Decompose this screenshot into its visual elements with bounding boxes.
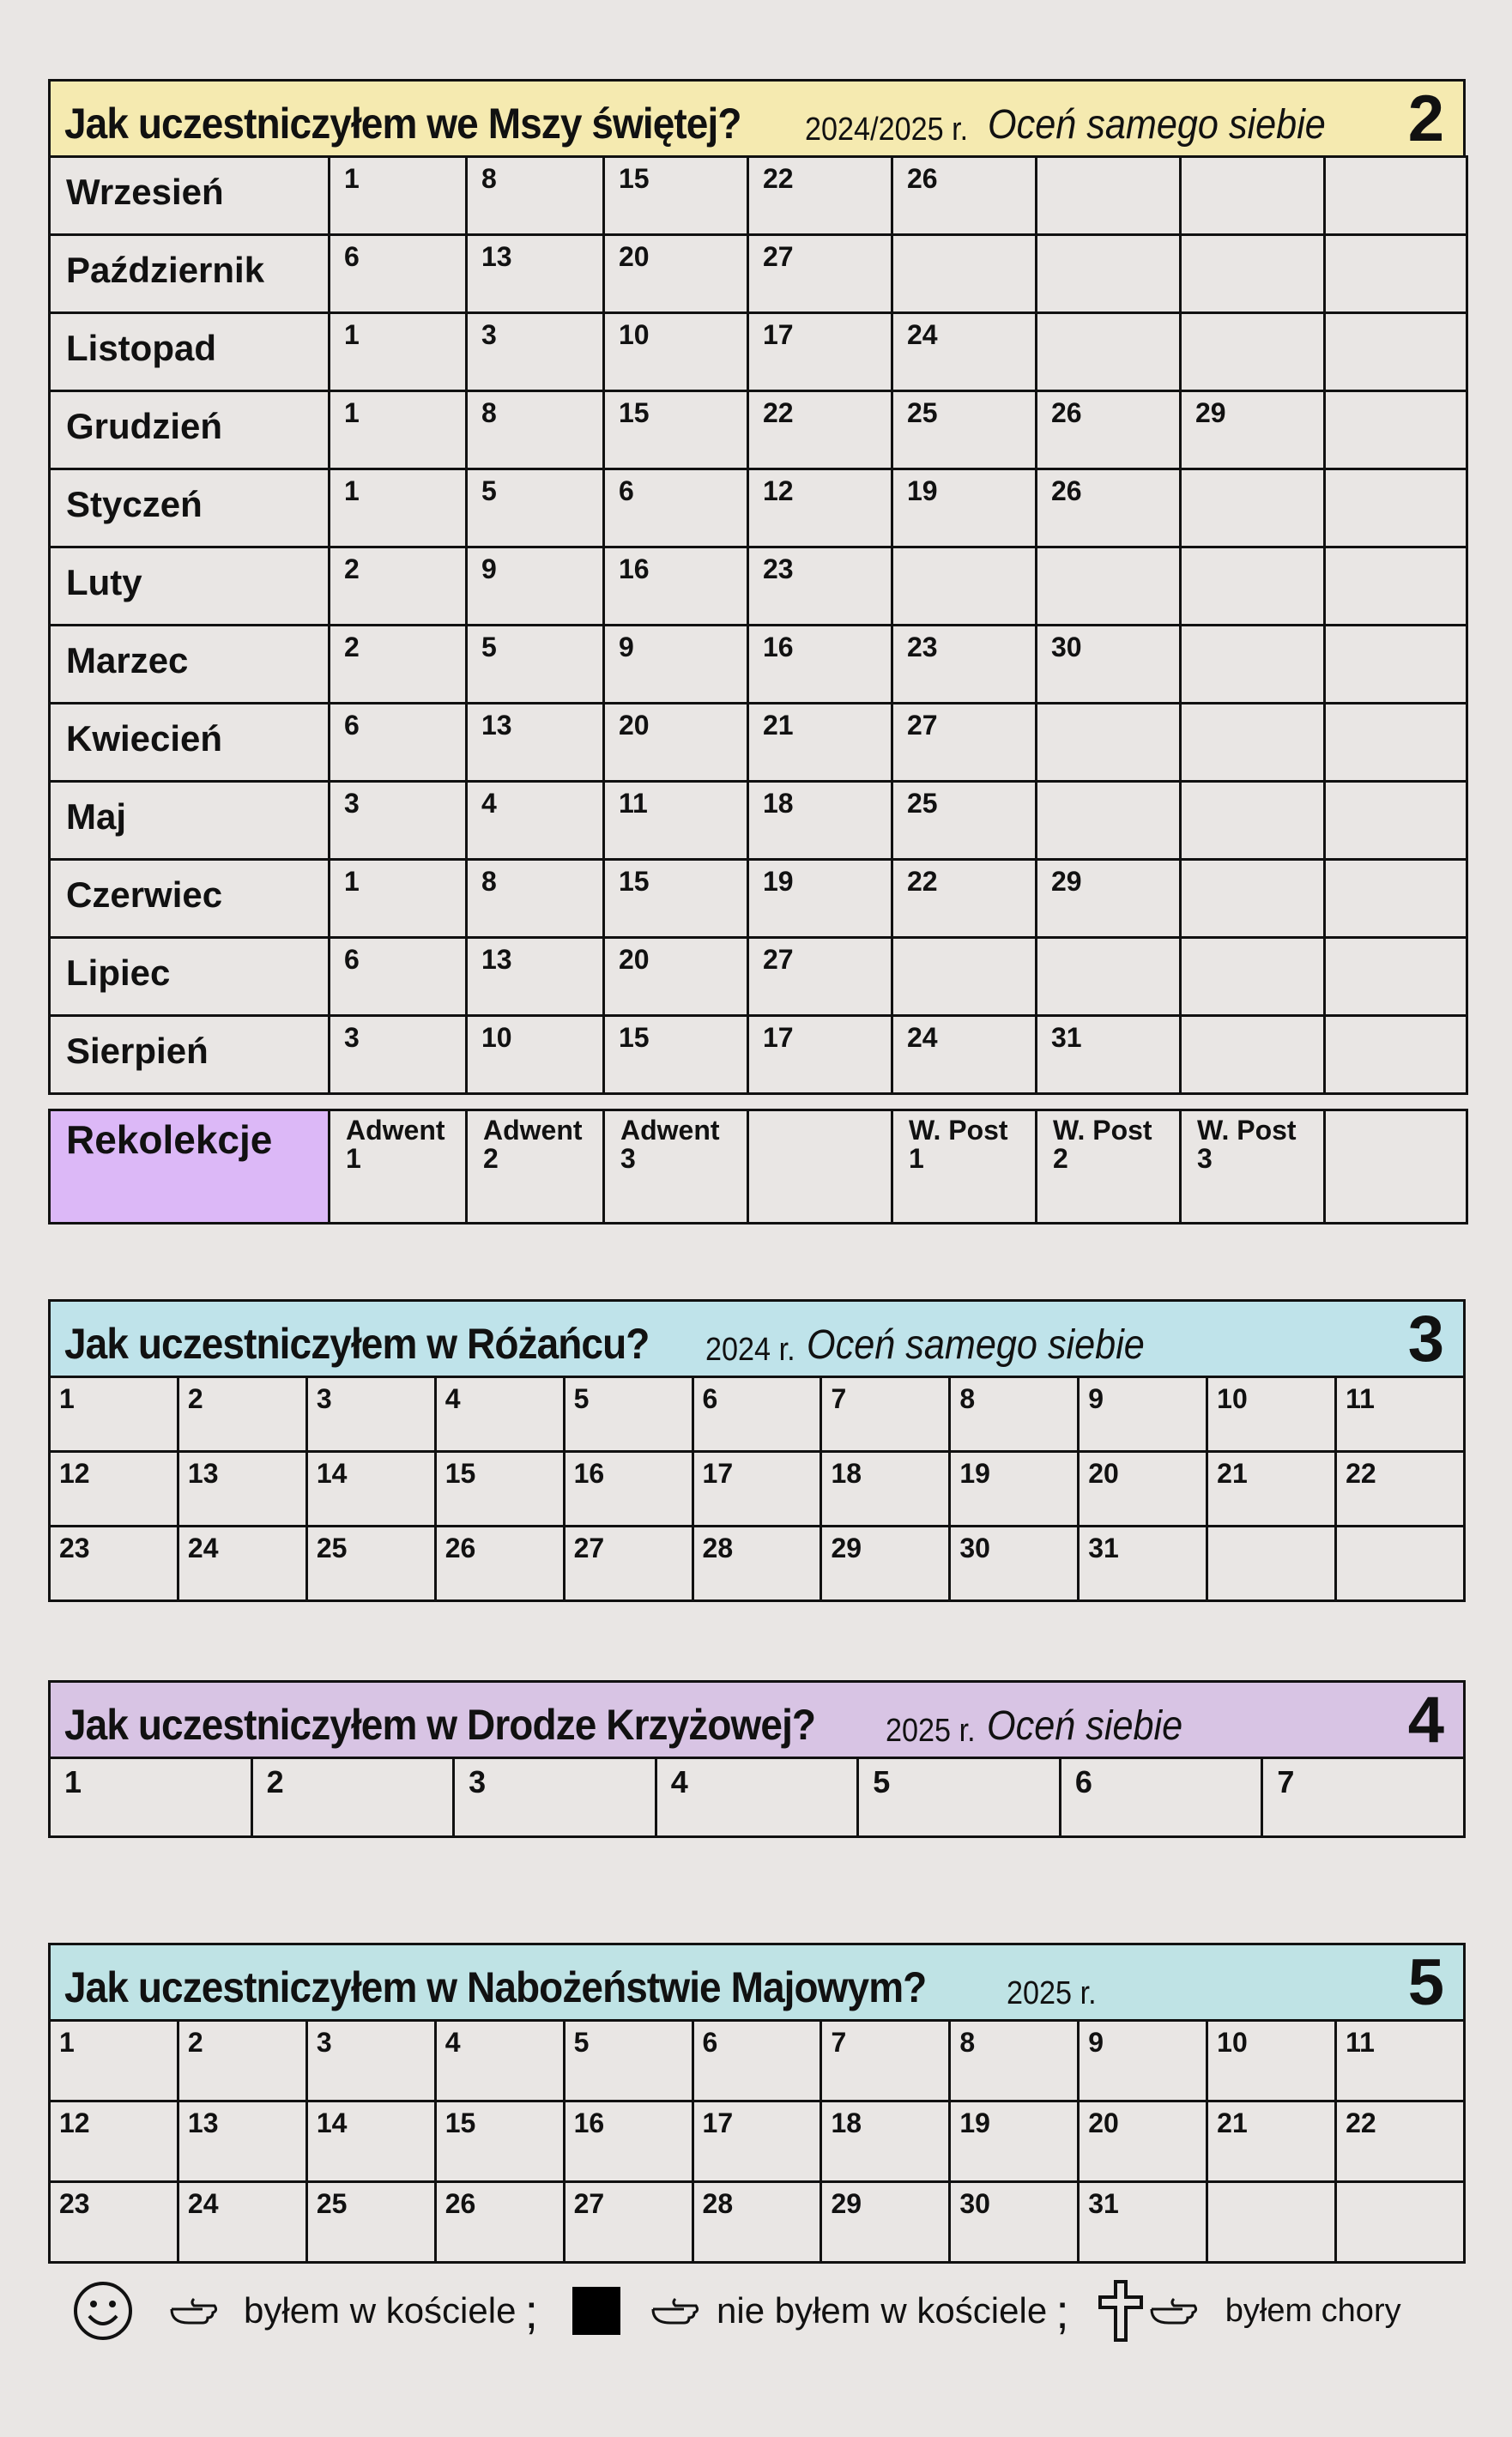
- day-cell[interactable]: 9: [1079, 2021, 1207, 2101]
- day-cell[interactable]: 11: [604, 782, 748, 860]
- mass-row: [50, 626, 1467, 704]
- day-cell[interactable]: 4: [467, 782, 604, 860]
- day-cell[interactable]: 5: [467, 626, 604, 704]
- day-cell[interactable]: [1037, 157, 1181, 235]
- mass-row: [50, 860, 1467, 938]
- legend-sep-1: ;: [524, 2283, 539, 2338]
- retreat-cell[interactable]: [1181, 1110, 1325, 1224]
- day-cell[interactable]: 13: [178, 2101, 306, 2182]
- day-cell[interactable]: [1325, 860, 1467, 938]
- retreat-cell[interactable]: [748, 1110, 892, 1224]
- may-row: [50, 2101, 1465, 2182]
- day-cell[interactable]: 10: [604, 313, 748, 391]
- day-cell[interactable]: 5: [564, 1377, 692, 1452]
- day-cell[interactable]: [1037, 235, 1181, 313]
- day-cell[interactable]: 17: [748, 1016, 892, 1094]
- day-cell[interactable]: 29: [1037, 860, 1181, 938]
- day-cell[interactable]: 30: [1037, 626, 1181, 704]
- day-cell[interactable]: 15: [604, 391, 748, 469]
- day-cell[interactable]: 1: [330, 313, 467, 391]
- month-name: Marzec: [50, 626, 330, 704]
- day-cell[interactable]: 27: [564, 2182, 692, 2263]
- stations-header: [48, 1680, 1466, 1759]
- day-cell[interactable]: 26: [435, 2182, 564, 2263]
- retreat-cell-label: Adwent: [483, 1115, 583, 1146]
- day-cell[interactable]: 31: [1079, 1527, 1207, 1601]
- may-year: 2025 r.: [1006, 1975, 1097, 2011]
- legend-sick: byłem chory: [1225, 2292, 1401, 2329]
- may-row: [50, 2182, 1465, 2263]
- day-cell[interactable]: 19: [892, 469, 1037, 547]
- rosary-subtitle: Oceń samego siebie: [806, 1322, 1145, 1368]
- retreat-cell-number: 3: [620, 1143, 636, 1174]
- day-cell[interactable]: 13: [467, 704, 604, 782]
- retreat-cell-label: Adwent: [346, 1115, 445, 1146]
- day-cell[interactable]: 25: [306, 1527, 435, 1601]
- retreat-cell-number: 3: [1197, 1143, 1213, 1174]
- rosary-row: [50, 1527, 1465, 1601]
- day-cell[interactable]: 10: [1207, 1377, 1336, 1452]
- day-cell[interactable]: 26: [1037, 469, 1181, 547]
- day-cell[interactable]: 27: [748, 235, 892, 313]
- rosary-number: 3: [1407, 1303, 1444, 1376]
- day-cell[interactable]: [1325, 704, 1467, 782]
- day-cell[interactable]: 11: [1336, 2021, 1465, 2101]
- day-cell[interactable]: 26: [435, 1527, 564, 1601]
- retreat-table: [48, 1109, 1468, 1225]
- day-cell[interactable]: [1181, 626, 1325, 704]
- day-cell[interactable]: [1325, 938, 1467, 1016]
- day-cell[interactable]: [1325, 1016, 1467, 1094]
- day-cell[interactable]: 22: [1336, 1452, 1465, 1527]
- day-cell[interactable]: 6: [330, 704, 467, 782]
- day-cell[interactable]: 1: [50, 2021, 178, 2101]
- day-cell[interactable]: 13: [467, 235, 604, 313]
- day-cell[interactable]: 16: [564, 2101, 692, 2182]
- retreat-cell[interactable]: [330, 1110, 467, 1224]
- day-cell[interactable]: 16: [748, 626, 892, 704]
- may-table: [48, 2019, 1466, 2264]
- day-cell[interactable]: [1325, 547, 1467, 626]
- may-title: Jak uczestniczyłem w Nabożeństwie Majowym?: [64, 1963, 927, 2011]
- day-cell[interactable]: [1181, 704, 1325, 782]
- day-cell[interactable]: 18: [821, 2101, 950, 2182]
- day-cell[interactable]: [1181, 938, 1325, 1016]
- day-cell[interactable]: 30: [950, 1527, 1079, 1601]
- day-cell[interactable]: 15: [435, 1452, 564, 1527]
- legend-absent: nie byłem w kościele: [717, 2290, 1048, 2331]
- retreat-cell-label: W. Post: [1053, 1115, 1152, 1146]
- day-cell[interactable]: 17: [748, 313, 892, 391]
- day-cell[interactable]: 10: [1207, 2021, 1336, 2101]
- day-cell[interactable]: [892, 547, 1037, 626]
- day-cell[interactable]: 7: [821, 1377, 950, 1452]
- day-cell[interactable]: [1181, 469, 1325, 547]
- pointing-hand-icon: [650, 2294, 705, 2328]
- rosary-section: [48, 1299, 1466, 1602]
- day-cell[interactable]: 4: [435, 2021, 564, 2101]
- retreat-cell-number: 1: [346, 1143, 361, 1174]
- stations-number: 4: [1407, 1684, 1444, 1757]
- day-cell[interactable]: 4: [435, 1377, 564, 1452]
- day-cell[interactable]: 15: [604, 157, 748, 235]
- day-cell[interactable]: 31: [1079, 2182, 1207, 2263]
- day-cell[interactable]: 28: [692, 1527, 821, 1601]
- stations-title: Jak uczestniczyłem w Drodze Krzyżowej?: [64, 1701, 816, 1749]
- may-header: [48, 1943, 1466, 2022]
- month-name: Maj: [50, 782, 330, 860]
- day-cell[interactable]: 15: [435, 2101, 564, 2182]
- day-cell[interactable]: 14: [306, 2101, 435, 2182]
- station-cell[interactable]: 2: [251, 1758, 454, 1837]
- smiley-icon: [72, 2280, 134, 2342]
- day-cell[interactable]: 16: [604, 547, 748, 626]
- retreat-cell[interactable]: [1037, 1110, 1181, 1224]
- day-cell[interactable]: 6: [330, 235, 467, 313]
- day-cell[interactable]: 3: [330, 782, 467, 860]
- day-cell[interactable]: 17: [692, 1452, 821, 1527]
- mass-row: [50, 782, 1467, 860]
- day-cell[interactable]: 27: [564, 1527, 692, 1601]
- retreat-cell[interactable]: [467, 1110, 604, 1224]
- day-cell[interactable]: 12: [748, 469, 892, 547]
- mass-row: [50, 235, 1467, 313]
- month-name: Listopad: [50, 313, 330, 391]
- day-cell[interactable]: 29: [821, 2182, 950, 2263]
- day-cell[interactable]: 20: [1079, 2101, 1207, 2182]
- mass-header: [48, 79, 1466, 158]
- day-cell[interactable]: 23: [50, 1527, 178, 1601]
- mass-row: [50, 313, 1467, 391]
- day-cell[interactable]: 2: [178, 1377, 306, 1452]
- mass-year: 2024/2025 r.: [805, 112, 969, 148]
- day-cell[interactable]: [1325, 391, 1467, 469]
- day-cell[interactable]: [1181, 235, 1325, 313]
- day-cell[interactable]: 11: [1336, 1377, 1465, 1452]
- day-cell[interactable]: 21: [1207, 2101, 1336, 2182]
- day-cell[interactable]: 16: [564, 1452, 692, 1527]
- day-cell[interactable]: 3: [306, 1377, 435, 1452]
- day-cell[interactable]: 20: [1079, 1452, 1207, 1527]
- pointing-hand-icon: [1148, 2294, 1203, 2328]
- retreat-cell-number: 2: [483, 1143, 499, 1174]
- month-name: Czerwiec: [50, 860, 330, 938]
- stations-section: [48, 1680, 1466, 1838]
- day-cell[interactable]: 17: [692, 2101, 821, 2182]
- day-cell[interactable]: [1181, 313, 1325, 391]
- stations-year: 2025 r.: [886, 1713, 976, 1749]
- day-cell[interactable]: 12: [50, 1452, 178, 1527]
- day-cell[interactable]: [1037, 782, 1181, 860]
- month-name: Luty: [50, 547, 330, 626]
- day-cell[interactable]: 15: [604, 1016, 748, 1094]
- pointing-hand-icon: [168, 2294, 223, 2328]
- mass-row: [50, 547, 1467, 626]
- black-square-icon: [572, 2287, 620, 2335]
- month-name: Wrzesień: [50, 157, 330, 235]
- rosary-header: [48, 1299, 1466, 1378]
- day-cell[interactable]: 19: [950, 1452, 1079, 1527]
- month-name: Kwiecień: [50, 704, 330, 782]
- station-cell[interactable]: 5: [858, 1758, 1061, 1837]
- may-section: [48, 1943, 1466, 2264]
- may-number: 5: [1407, 1946, 1444, 2019]
- day-cell[interactable]: [1181, 860, 1325, 938]
- day-cell[interactable]: [1336, 1527, 1465, 1601]
- day-cell[interactable]: [1181, 782, 1325, 860]
- day-cell[interactable]: [1037, 704, 1181, 782]
- day-cell[interactable]: 23: [748, 547, 892, 626]
- day-cell[interactable]: 28: [692, 2182, 821, 2263]
- day-cell[interactable]: 8: [467, 391, 604, 469]
- mass-row: [50, 938, 1467, 1016]
- retreat-cell[interactable]: [1325, 1110, 1467, 1224]
- retreat-cell-label: Adwent: [620, 1115, 720, 1146]
- day-cell[interactable]: [1325, 157, 1467, 235]
- day-cell[interactable]: 21: [748, 704, 892, 782]
- day-cell[interactable]: 22: [748, 157, 892, 235]
- legend-attended: byłem w kościele: [244, 2290, 517, 2331]
- day-cell[interactable]: 18: [821, 1452, 950, 1527]
- day-cell[interactable]: 26: [892, 157, 1037, 235]
- day-cell[interactable]: 25: [306, 2182, 435, 2263]
- day-cell[interactable]: 1: [330, 469, 467, 547]
- month-name: Sierpień: [50, 1016, 330, 1094]
- stations-table: [48, 1757, 1466, 1838]
- day-cell[interactable]: 2: [330, 547, 467, 626]
- day-cell[interactable]: 5: [467, 469, 604, 547]
- rosary-year: 2024 r.: [705, 1332, 795, 1368]
- day-cell[interactable]: 20: [604, 704, 748, 782]
- day-cell[interactable]: 8: [950, 1377, 1079, 1452]
- day-cell[interactable]: 6: [692, 2021, 821, 2101]
- day-cell[interactable]: 1: [330, 157, 467, 235]
- day-cell[interactable]: 15: [604, 860, 748, 938]
- day-cell[interactable]: 1: [330, 860, 467, 938]
- mass-table: [48, 155, 1468, 1095]
- day-cell[interactable]: [1325, 626, 1467, 704]
- day-cell[interactable]: [1181, 157, 1325, 235]
- day-cell[interactable]: 26: [1037, 391, 1181, 469]
- rosary-table: [48, 1376, 1466, 1602]
- mass-number: 2: [1407, 82, 1444, 155]
- day-cell[interactable]: 8: [467, 860, 604, 938]
- day-cell[interactable]: 22: [892, 860, 1037, 938]
- day-cell[interactable]: 6: [692, 1377, 821, 1452]
- day-cell[interactable]: [1181, 1016, 1325, 1094]
- day-cell[interactable]: 1: [50, 1377, 178, 1452]
- day-cell[interactable]: 22: [1336, 2101, 1465, 2182]
- mass-row: [50, 704, 1467, 782]
- day-cell[interactable]: 24: [178, 1527, 306, 1601]
- day-cell[interactable]: 7: [821, 2021, 950, 2101]
- day-cell[interactable]: 24: [178, 2182, 306, 2263]
- day-cell[interactable]: 9: [604, 626, 748, 704]
- station-cell[interactable]: 3: [454, 1758, 656, 1837]
- retreat-cell[interactable]: [604, 1110, 748, 1224]
- month-name: Grudzień: [50, 391, 330, 469]
- day-cell[interactable]: 14: [306, 1452, 435, 1527]
- day-cell[interactable]: 10: [467, 1016, 604, 1094]
- day-cell[interactable]: 12: [50, 2101, 178, 2182]
- day-cell[interactable]: [1336, 2182, 1465, 2263]
- day-cell[interactable]: 19: [950, 2101, 1079, 2182]
- mass-title: Jak uczestniczyłem we Mszy świętej?: [64, 100, 741, 148]
- day-cell[interactable]: [1037, 547, 1181, 626]
- day-cell[interactable]: [1037, 313, 1181, 391]
- day-cell[interactable]: 1: [330, 391, 467, 469]
- mass-row: [50, 391, 1467, 469]
- day-cell[interactable]: 13: [178, 1452, 306, 1527]
- day-cell[interactable]: 24: [892, 1016, 1037, 1094]
- may-row: [50, 2021, 1465, 2101]
- mass-row: [50, 1016, 1467, 1094]
- day-cell[interactable]: 22: [748, 391, 892, 469]
- rosary-title: Jak uczestniczyłem w Różańcu?: [64, 1320, 650, 1368]
- day-cell[interactable]: 5: [564, 2021, 692, 2101]
- month-name: Styczeń: [50, 469, 330, 547]
- day-cell[interactable]: [892, 235, 1037, 313]
- day-cell[interactable]: 25: [892, 391, 1037, 469]
- mass-row: [50, 157, 1467, 235]
- month-name: Lipiec: [50, 938, 330, 1016]
- day-cell[interactable]: [1325, 235, 1467, 313]
- day-cell[interactable]: [1181, 547, 1325, 626]
- day-cell[interactable]: 13: [467, 938, 604, 1016]
- legend-sep-2: ;: [1055, 2283, 1069, 2338]
- day-cell[interactable]: 8: [467, 157, 604, 235]
- day-cell[interactable]: [1325, 469, 1467, 547]
- day-cell[interactable]: [1037, 938, 1181, 1016]
- retreat-cell-number: 2: [1053, 1143, 1068, 1174]
- day-cell[interactable]: 2: [330, 626, 467, 704]
- day-cell[interactable]: 2: [178, 2021, 306, 2101]
- rosary-row: [50, 1377, 1465, 1452]
- mass-subtitle: Oceń samego siebie: [988, 102, 1327, 148]
- day-cell[interactable]: 27: [748, 938, 892, 1016]
- day-cell[interactable]: 20: [604, 938, 748, 1016]
- day-cell[interactable]: 3: [467, 313, 604, 391]
- retreat-cell-label: W. Post: [1197, 1115, 1297, 1146]
- day-cell[interactable]: 18: [748, 782, 892, 860]
- day-cell[interactable]: [1325, 782, 1467, 860]
- cross-icon: [1097, 2280, 1145, 2342]
- day-cell[interactable]: 8: [950, 2021, 1079, 2101]
- day-cell[interactable]: 9: [467, 547, 604, 626]
- retreat-cell-number: 1: [909, 1143, 924, 1174]
- day-cell[interactable]: [1325, 313, 1467, 391]
- day-cell[interactable]: 30: [950, 2182, 1079, 2263]
- day-cell[interactable]: 21: [1207, 1452, 1336, 1527]
- day-cell[interactable]: [1207, 1527, 1336, 1601]
- station-cell[interactable]: 1: [50, 1758, 252, 1837]
- retreat-cell[interactable]: [892, 1110, 1037, 1224]
- day-cell[interactable]: 20: [604, 235, 748, 313]
- station-cell[interactable]: 7: [1262, 1758, 1465, 1837]
- day-cell[interactable]: 9: [1079, 1377, 1207, 1452]
- stations-subtitle: Oceń siebie: [987, 1703, 1183, 1749]
- day-cell[interactable]: 6: [330, 938, 467, 1016]
- day-cell[interactable]: 23: [892, 626, 1037, 704]
- day-cell[interactable]: 29: [821, 1527, 950, 1601]
- mass-section: [48, 79, 1466, 1225]
- retreat-cell-label: W. Post: [909, 1115, 1008, 1146]
- day-cell[interactable]: 6: [604, 469, 748, 547]
- mass-row: [50, 469, 1467, 547]
- day-cell[interactable]: [892, 938, 1037, 1016]
- day-cell[interactable]: 27: [892, 704, 1037, 782]
- station-cell[interactable]: 4: [656, 1758, 858, 1837]
- station-cell[interactable]: 6: [1060, 1758, 1262, 1837]
- day-cell[interactable]: 24: [892, 313, 1037, 391]
- day-cell[interactable]: 25: [892, 782, 1037, 860]
- retreat-label: Rekolekcje: [50, 1110, 330, 1224]
- day-cell[interactable]: 23: [50, 2182, 178, 2263]
- day-cell[interactable]: 3: [306, 2021, 435, 2101]
- month-name: Październik: [50, 235, 330, 313]
- day-cell[interactable]: [1207, 2182, 1336, 2263]
- rosary-row: [50, 1452, 1465, 1527]
- day-cell[interactable]: 29: [1181, 391, 1325, 469]
- day-cell[interactable]: 31: [1037, 1016, 1181, 1094]
- day-cell[interactable]: 19: [748, 860, 892, 938]
- day-cell[interactable]: 3: [330, 1016, 467, 1094]
- legend: [72, 2272, 1462, 2349]
